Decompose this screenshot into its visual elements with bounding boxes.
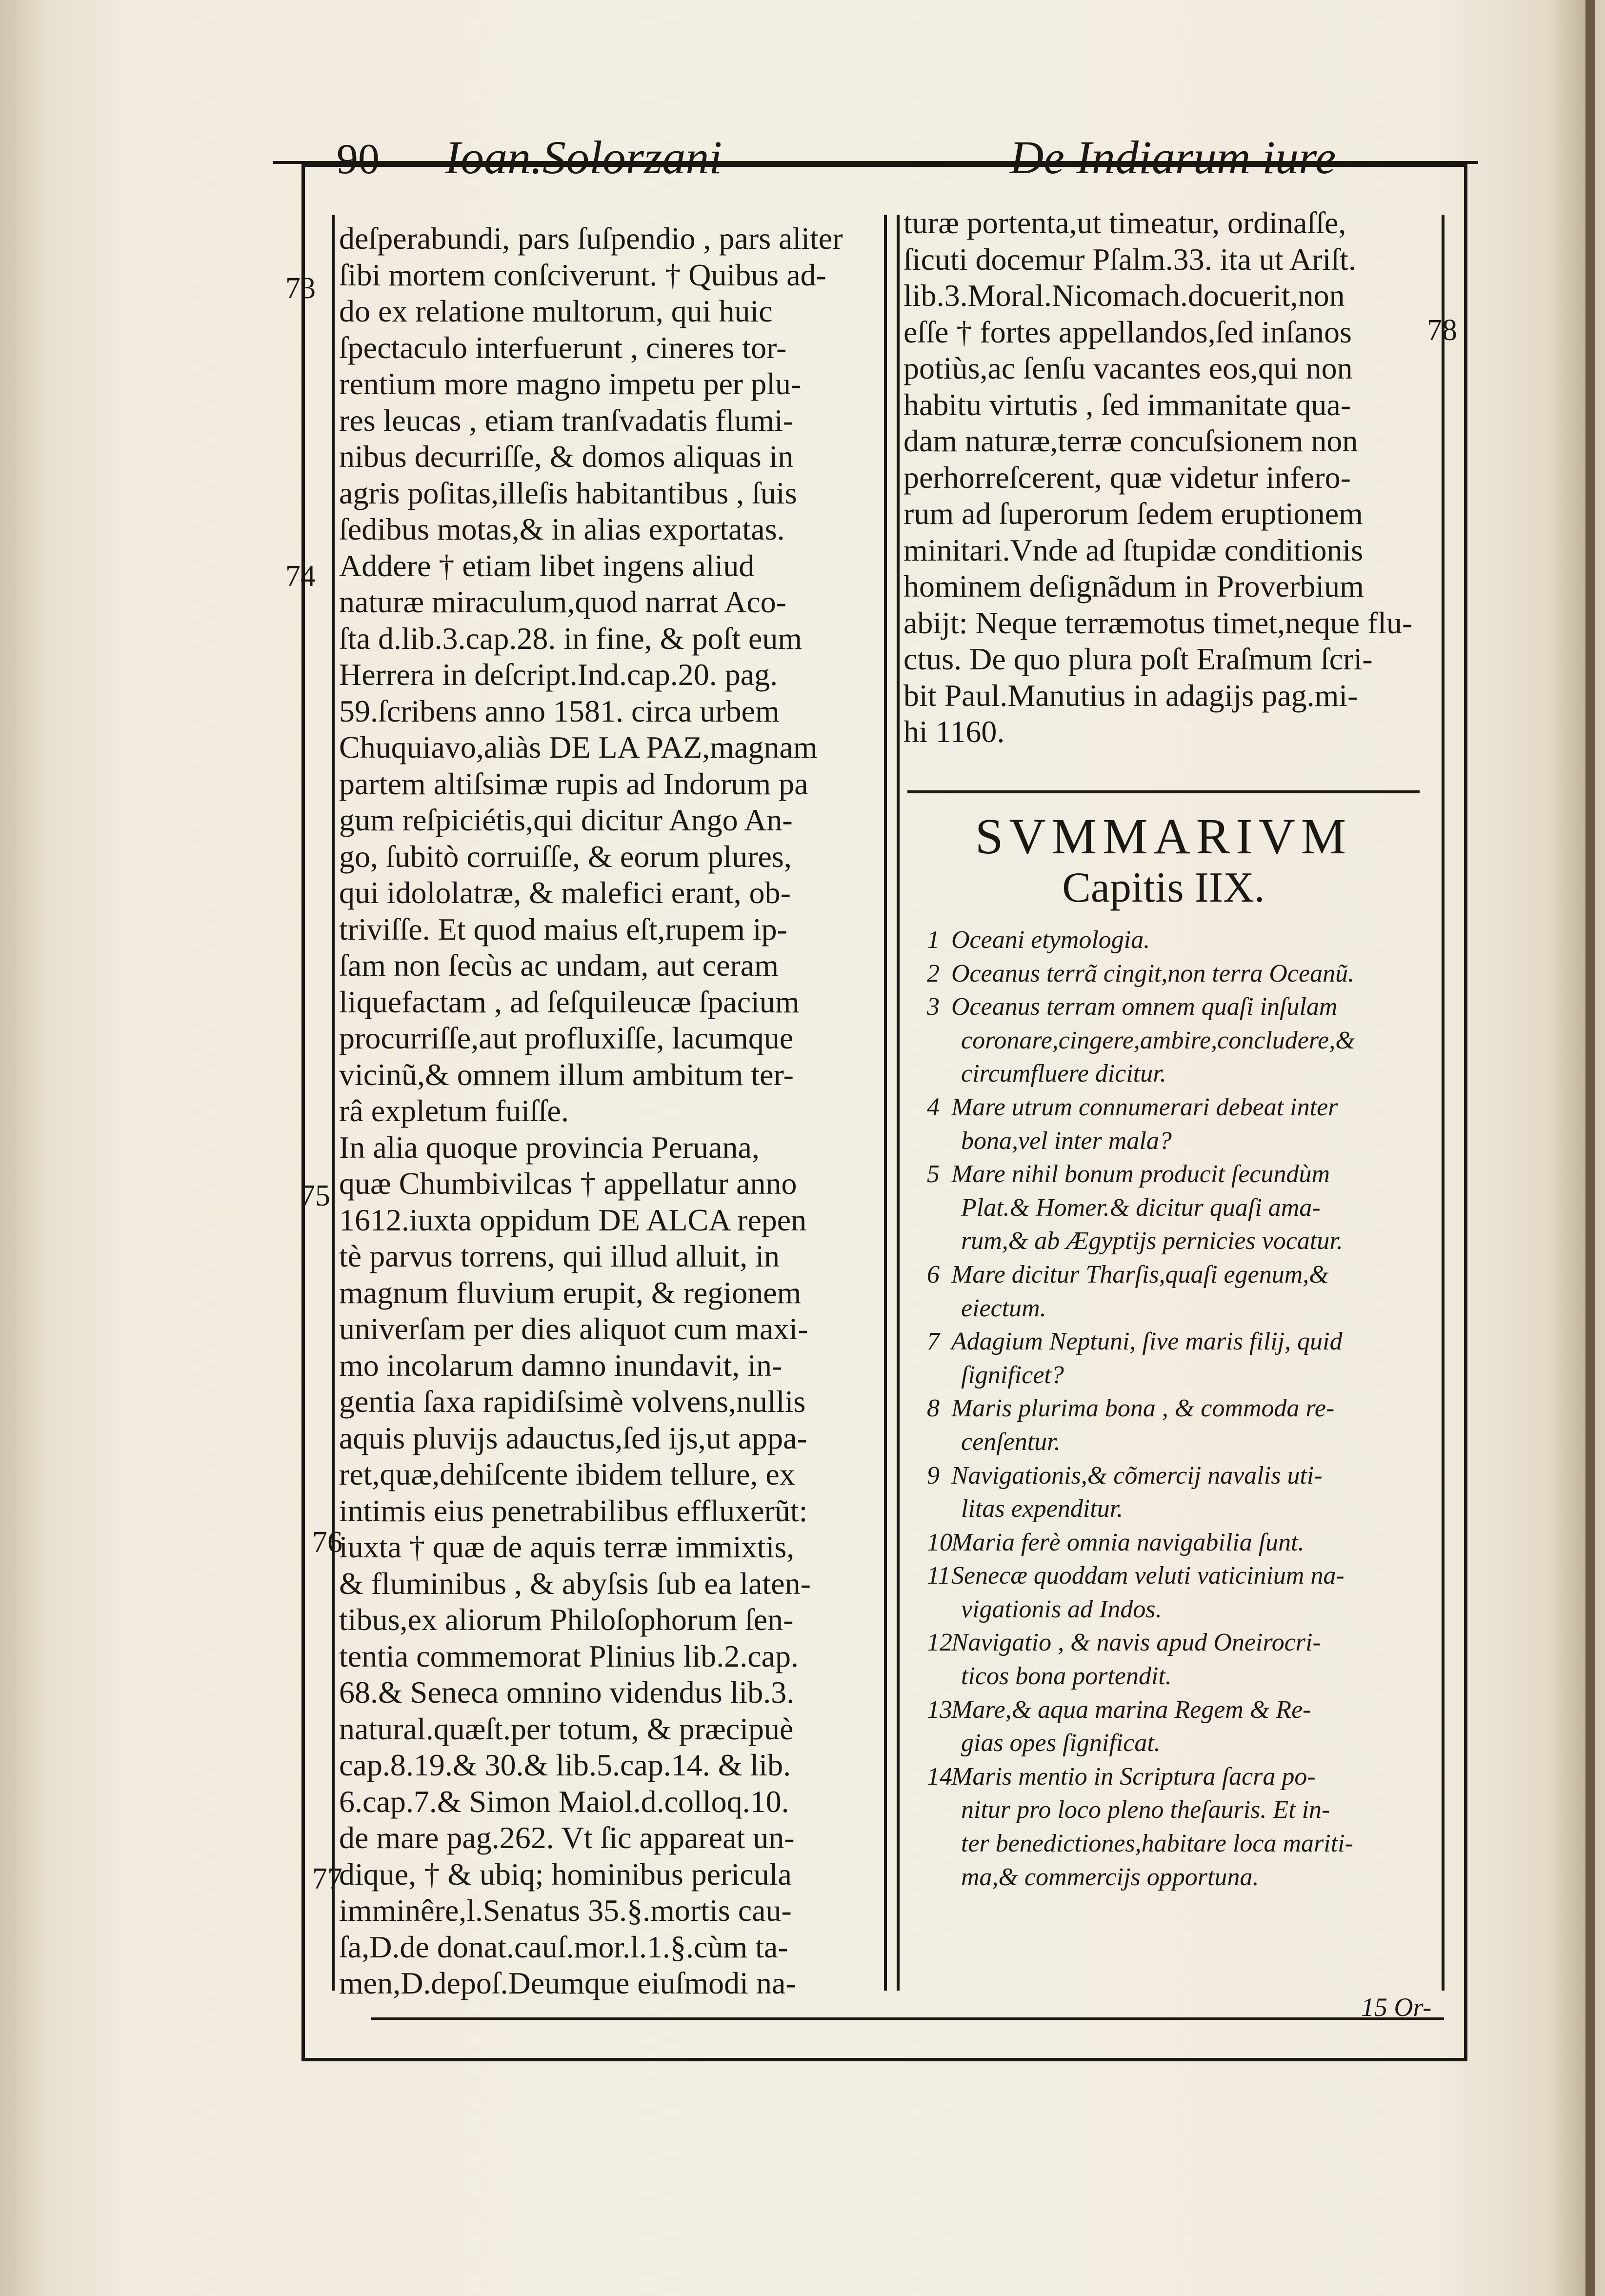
summary-item-line (927, 1292, 1444, 1326)
left-column-line: deſperabundi, pars ſuſpendio , pars aliter (339, 221, 843, 256)
summary-item-text: Oceani etymologia. (951, 926, 1150, 954)
right-column-line: bit Paul.Manutius in adagijs pag.mi- (903, 678, 1358, 713)
running-header (337, 131, 722, 184)
margin-number: 76 (312, 1526, 342, 1559)
summary-item-number: 9 (927, 1461, 940, 1490)
summary-item-line (927, 1392, 1444, 1426)
summary-item-line (927, 1660, 1444, 1693)
right-column-line: abijt: Neque terræmotus timet,neque flu- (903, 605, 1413, 640)
summary-item-number: 2 (927, 959, 940, 987)
summary-list (927, 924, 1444, 1894)
left-text-column (339, 221, 843, 2002)
left-column-line: procurriſſe,aut profluxiſſe, lacumque (339, 1021, 794, 1055)
center-column-rule (884, 215, 887, 1991)
left-column-line: gentia ſaxa rapidiſsimè volvens,nullis (339, 1384, 806, 1419)
summary-item-text: Oceanus terram omnem quaſi inſulam (951, 993, 1338, 1021)
left-column-line: agris poſitas,illeſis habitantibus , ſuis (339, 475, 797, 510)
left-column-line: tentia commemorat Plinius lib.2.cap. (339, 1638, 799, 1673)
summary-item-text: Maris mentio in Scriptura ſacra po- (951, 1762, 1316, 1791)
summary-item-number: 12 (927, 1629, 952, 1657)
left-column-line: magnum fluvium erupit, & regionem (339, 1275, 802, 1310)
left-column-line: 68.& Seneca omnino videndus lib.3. (339, 1675, 795, 1710)
summary-item-number: 5 (927, 1160, 940, 1188)
margin-number: 78 (1427, 314, 1457, 347)
summary-item-text: ma,& commercijs opportuna. (961, 1863, 1259, 1891)
summary-item-text: ſignificet? (961, 1361, 1064, 1389)
summary-item-text: nitur pro loco pleno theſauris. Et in- (961, 1796, 1330, 1824)
left-column-line: ſam non ſecùs ac undam, aut ceram (339, 948, 779, 983)
summary-item-text: eiectum. (961, 1294, 1046, 1322)
summary-item-line (927, 1827, 1444, 1861)
summary-item-number: 13 (927, 1695, 952, 1724)
left-column-line: Chuquiavo,aliàs DE LA PAZ,magnam (339, 730, 818, 765)
left-column-line: res leucas , etiam tranſvadatis flumi- (339, 403, 794, 438)
page-number: 90 (337, 136, 380, 183)
summary-item-line (927, 1158, 1444, 1191)
right-column-line: minitari.Vnde ad ſtupidæ conditionis (903, 532, 1364, 567)
summary-item-line (927, 1861, 1444, 1894)
margin-number: 73 (285, 272, 316, 305)
summary-item-line (927, 990, 1444, 1024)
margin-number: 77 (312, 1862, 342, 1895)
left-column-line: 1612.iuxta oppidum DE ALCA repen (339, 1202, 807, 1237)
summary-item-text: Mare nihil bonum producit ſecundùm (951, 1160, 1330, 1188)
right-column-line: ctus. De quo plura poſt Eraſmum ſcri- (903, 642, 1373, 676)
summary-item-text: vigationis ad Indos. (961, 1595, 1162, 1623)
summary-item-line (927, 924, 1444, 957)
left-column-line: liquefactam , ad ſeſquileucæ ſpacium (339, 984, 800, 1019)
summary-item-text: Mare utrum connumerari debeat inter (951, 1093, 1338, 1121)
summary-subtitle: Capitis IIX. (1062, 864, 1265, 911)
summary-rule (907, 790, 1420, 793)
summary-item-line (927, 1459, 1444, 1493)
summary-title: SVMMARIVM (975, 808, 1352, 865)
left-column-line: ſedibus motas,& in alias exportatas. (339, 512, 785, 546)
left-column-line: mo incolarum damno inundavit, in- (339, 1348, 782, 1383)
summary-item-text: cenſentur. (961, 1428, 1061, 1456)
right-text-column (903, 205, 1412, 750)
left-column-line: dique, † & ubiq; hominibus pericula (339, 1856, 792, 1892)
left-column-line: tibus,ex aliorum Philoſophorum ſen- (339, 1602, 794, 1637)
summary-item-line (927, 1492, 1444, 1526)
summary-item-line (927, 1325, 1444, 1359)
left-column-line: râ expletum fuiſſe. (339, 1093, 569, 1128)
summary-item-number: 10 (927, 1528, 952, 1556)
left-column-line: intimis eius penetrabilibus effluxerũt: (339, 1493, 808, 1528)
left-column-line: ſpectaculo interfuerunt , cineres tor- (339, 330, 787, 365)
right-running-head: De Indiarum iure (1010, 131, 1336, 183)
summary-item-text: Oceanus terrã cingit,non terra Oceanũ. (951, 959, 1355, 987)
left-column-line: natural.quæſt.per totum, & præcipuè (339, 1711, 794, 1746)
left-column-line: go, ſubitò corruiſſe, & eorum plures, (339, 839, 792, 874)
left-column-rule (332, 215, 335, 1991)
right-column-line: hominem deſignãdum in Proverbium (903, 569, 1364, 604)
summary-item-text: Adagium Neptuni, ſive maris filij, quid (951, 1328, 1343, 1356)
summary-item-text: Navigatio , & navis apud Oneirocri- (951, 1629, 1321, 1657)
left-column-line: cap.8.19.& 30.& lib.5.cap.14. & lib. (339, 1748, 791, 1782)
left-column-line: nibus decurriſſe, & domos aliquas in (339, 439, 794, 474)
right-column-line: perhorreſcerent, quæ videtur infero- (903, 460, 1351, 495)
left-column-line: 59.ſcribens anno 1581. circa urbem (339, 693, 780, 728)
summary-item-number: 6 (927, 1260, 940, 1289)
summary-item-line (927, 957, 1444, 991)
summary-item-number: 4 (927, 1093, 940, 1121)
summary-item-line (927, 1793, 1444, 1827)
summary-item-text: Navigationis,& cõmercij navalis uti- (951, 1461, 1323, 1490)
left-column-line: de mare pag.262. Vt ſic appareat un- (339, 1820, 795, 1855)
left-column-line: In alia quoque provincia Peruana, (339, 1129, 760, 1165)
left-column-line: partem altiſsimæ rupis ad Indorum pa (339, 766, 808, 801)
summary-item-number: 8 (927, 1394, 940, 1423)
right-column-line: eſſe † fortes appellandos,ſed inſanos (903, 314, 1352, 349)
summary-item-number: 14 (927, 1762, 952, 1791)
summary-item-text: ter benedictiones,habitare loca mariti- (961, 1830, 1353, 1858)
summary-item-number: 11 (927, 1562, 951, 1590)
summary-item-line (927, 1091, 1444, 1125)
left-column-line: vicinũ,& omnem illum ambitum ter- (339, 1057, 794, 1092)
right-column-line: dam naturæ,terræ concuſsionem non (903, 423, 1358, 458)
summary-item-text: Maris plurima bona , & commoda re- (951, 1394, 1335, 1423)
right-column-line: hi 1160. (903, 714, 1005, 749)
left-column-line: quæ Chumbivilcas † appellatur anno (339, 1166, 797, 1201)
summary-item-text: litas expenditur. (961, 1495, 1124, 1523)
left-column-line: rentium more magno impetu per plu- (339, 366, 802, 401)
left-column-line: gum reſpiciétis,qui dicitur Ango An- (339, 803, 793, 837)
catchword: 15 Or- (1361, 1993, 1432, 2022)
left-column-line: 6.cap.7.& Simon Maiol.d.colloq.10. (339, 1784, 789, 1819)
summary-item-line (927, 1258, 1444, 1292)
summary-item-line (927, 1024, 1444, 1058)
summary-item-line (927, 1426, 1444, 1459)
left-running-head: Ioan.Solorzani (445, 131, 722, 183)
summary-item-line (927, 1559, 1444, 1593)
summary-item-text: Mare,& aqua marina Regem & Re- (951, 1695, 1311, 1724)
left-column-line: ret,quæ,dehiſcente ibidem tellure, ex (339, 1457, 795, 1491)
summary-item-line (927, 1125, 1444, 1158)
margin-number: 75 (300, 1179, 330, 1212)
summary-item-line (927, 1191, 1444, 1225)
left-column-line: ſta d.lib.3.cap.28. in fine, & poſt eum (339, 621, 802, 656)
center-column-rule-2 (897, 215, 900, 1991)
summary-item-number: 3 (927, 993, 940, 1021)
left-column-line: tè parvus torrens, qui illud alluit, in (339, 1239, 780, 1273)
left-column-line: univerſam per dies aliquot cum maxi- (339, 1311, 808, 1346)
summary-item-text: Plat.& Homer.& dicitur quaſi ama- (961, 1193, 1321, 1222)
summary-item-line (927, 1359, 1444, 1392)
summary-item-line (927, 1693, 1444, 1727)
summary-item-number: 1 (927, 926, 940, 954)
summary-item-line (927, 1593, 1444, 1627)
left-column-line: iuxta † quæ de aquis terræ immixtis, (339, 1530, 795, 1564)
left-column-line: naturæ miraculum,quod narrat Aco- (339, 584, 787, 619)
summary-item-text: gias opes ſignificat. (961, 1729, 1161, 1757)
summary-item-text: Mare dicitur Tharſis,quaſi egenum,& (951, 1260, 1329, 1289)
left-column-line: triviſſe. Et quod maius eſt,rupem ip- (339, 911, 787, 947)
summary-item-line (927, 1760, 1444, 1794)
summary-item-line (927, 1526, 1444, 1560)
right-column-line: lib.3.Moral.Nicomach.docuerit,non (903, 278, 1345, 313)
left-column-line: ſibi mortem conſciverunt. † Quibus ad- (339, 257, 826, 292)
left-column-line: imminêre,l.Senatus 35.§.mortis cau- (339, 1893, 792, 1928)
summary-item-line (927, 1225, 1444, 1258)
right-column-line: turæ portenta,ut timeatur, ordinaſſe, (903, 205, 1346, 240)
summary-item-text: coronare,cingere,ambire,concludere,& (961, 1026, 1355, 1054)
summary-item-text: rum,& ab Ægyptijs pernicies vocatur. (961, 1227, 1343, 1255)
left-column-line: Herrera in deſcript.Ind.cap.20. pag. (339, 657, 778, 692)
left-column-line: & fluminibus , & abyſsis ſub ea laten- (339, 1566, 811, 1601)
summary-item-text: ticos bona portendit. (961, 1662, 1172, 1691)
left-column-line: aquis pluvijs adauctus,ſed ijs,ut appa- (339, 1420, 807, 1455)
summary-item-line (927, 1626, 1444, 1660)
left-column-line: ſa,D.de donat.cauſ.mor.l.1.§.cùm ta- (339, 1929, 788, 1964)
right-column-line: potiùs,ac ſenſu vacantes eos,qui non (903, 351, 1353, 385)
summary-item-text: bona,vel inter mala? (961, 1127, 1172, 1155)
summary-item-number: 7 (927, 1328, 940, 1356)
left-column-line: men,D.depoſ.Deumque eiuſmodi na- (339, 1966, 796, 2000)
summary-item-text: Maria ferè omnia navigabilia ſunt. (951, 1528, 1304, 1556)
right-column-line: ſicuti docemur Pſalm.33. ita ut Ariſt. (903, 242, 1356, 277)
footer-rule (371, 2017, 1444, 2020)
summary-item-text: Senecæ quoddam veluti vaticinium na- (951, 1562, 1344, 1590)
book-binding (1585, 0, 1595, 2296)
summary-item-line (927, 1727, 1444, 1760)
left-column-line: Addere † etiam libet ingens aliud (339, 548, 755, 583)
summary-item-text: circumfluere dicitur. (961, 1060, 1166, 1088)
right-column-line: rum ad ſuperorum ſedem eruptionem (903, 496, 1363, 531)
left-column-line: qui idololatræ, & malefici erant, ob- (339, 875, 791, 910)
margin-number: 74 (285, 560, 316, 593)
right-column-line: habitu virtutis , ſed immanitate qua- (903, 387, 1351, 422)
left-column-line: do ex relatione multorum, qui huic (339, 294, 773, 328)
summary-item-line (927, 1057, 1444, 1091)
